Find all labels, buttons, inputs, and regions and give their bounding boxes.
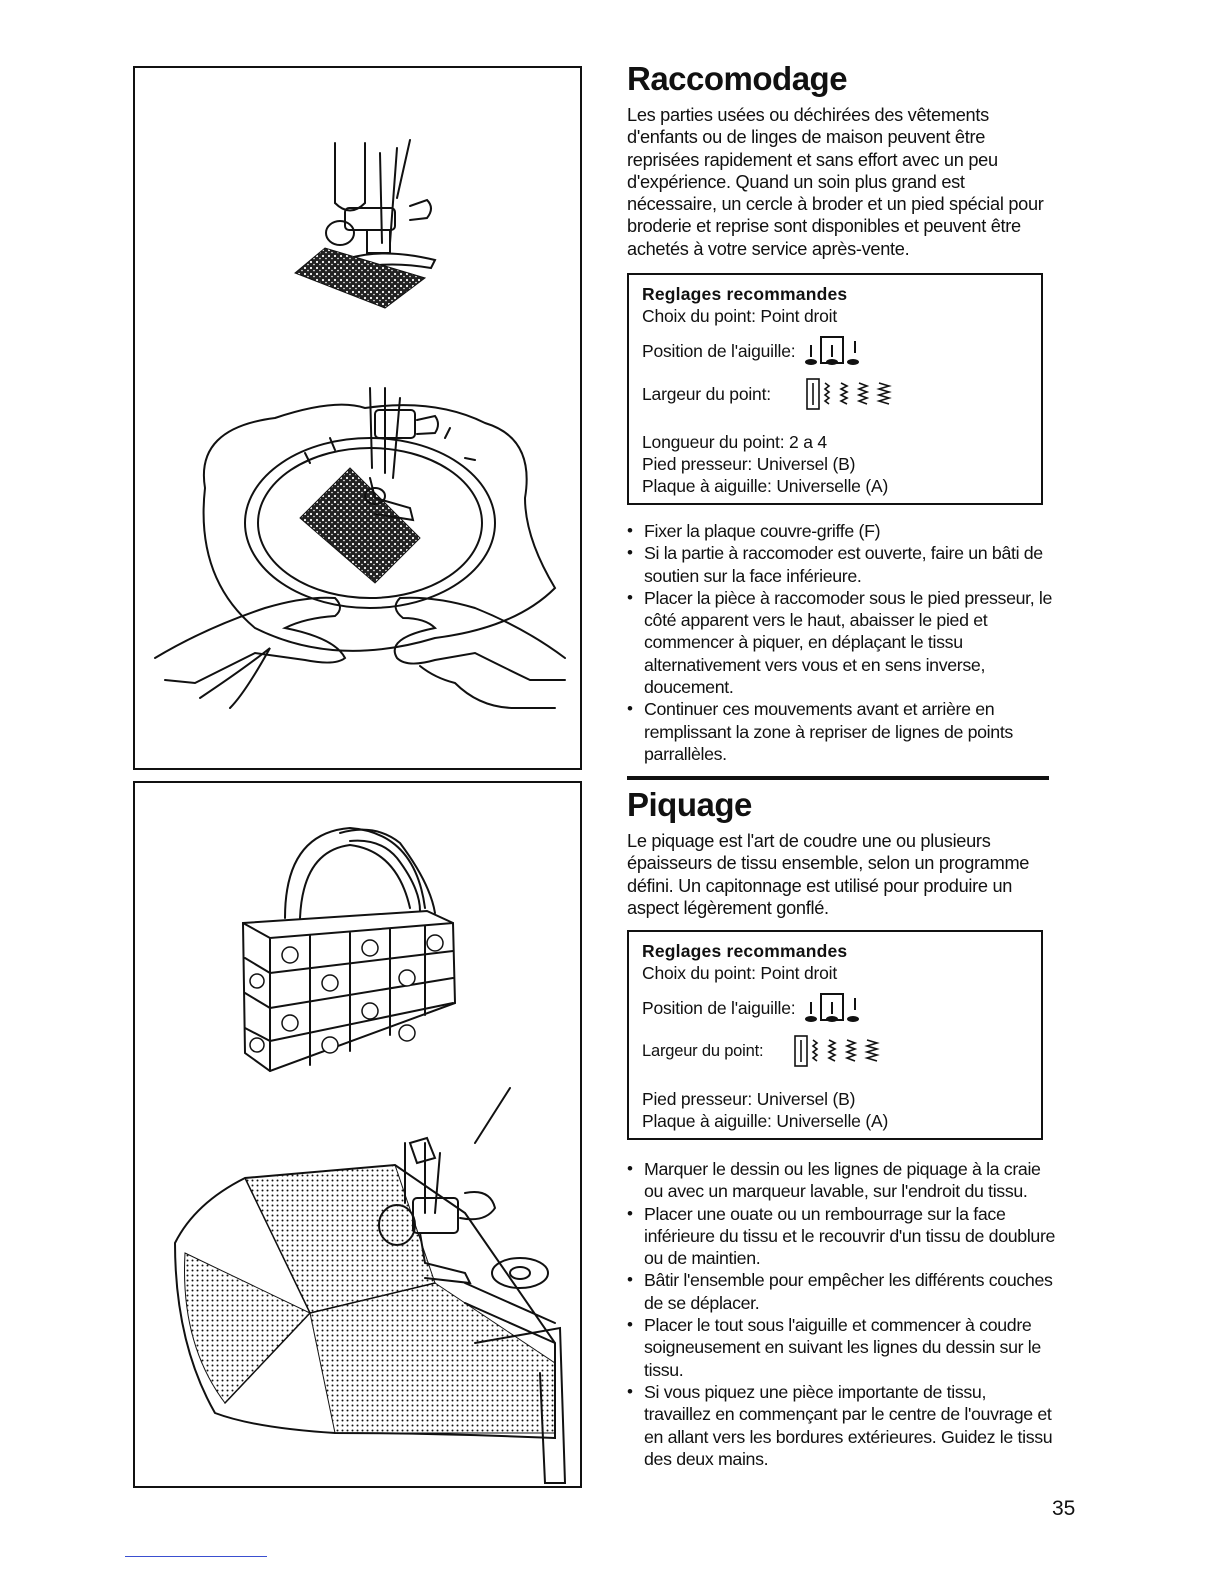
needle-plate: Plaque à aiguille: Universelle (A) bbox=[642, 1111, 889, 1131]
list-item: • Marquer le dessin ou les lignes de piquage à la craie ou avec un marqueur lavable, sur l'endroit du tissu. bbox=[627, 1158, 1057, 1203]
quilted-handbag-drawing bbox=[243, 828, 455, 1071]
list-item: • Placer la pièce à raccomoder sous le pied presseur, le côté apparent vers le haut, abaisser le pied et commencer à piquer, en déplaçant le tissu alternativement vers vous et en sens inverse, doucement. bbox=[627, 587, 1057, 698]
list-item: • Si la partie à raccomoder est ouverte, faire un bâti de soutien sur la face inférieure. bbox=[627, 542, 1057, 587]
piquage-settings-box bbox=[627, 930, 1043, 1140]
piquage-bullet-list bbox=[627, 1158, 1057, 1470]
needle-position-row bbox=[642, 331, 1041, 371]
stitch-width-row bbox=[642, 1028, 1041, 1074]
needle-position-icon bbox=[801, 992, 865, 1024]
list-item: • Si vous piquez une pièce importante de tissu, travaillez en commençant par le centre de l'ouvrage et en allant vers les bordures extérieures. Guidez le tissu des deux mains. bbox=[627, 1381, 1057, 1470]
list-item: • Continuer ces mouvements avant et arrière en remplissant la zone à repriser de lignes de points parrallèles. bbox=[627, 698, 1057, 765]
settings-title: Reglages recommandes bbox=[642, 941, 848, 961]
list-item: • Placer une ouate ou un rembourrage sur la face inférieure du tissu et le recouvrir d'un tissu de doublure ou de maintien. bbox=[627, 1203, 1057, 1270]
presser-foot: Pied presseur: Universel (B) bbox=[642, 454, 856, 474]
needle-position-row bbox=[642, 988, 1041, 1028]
raccomodage-title: Raccomodage bbox=[627, 60, 848, 97]
needle-position-label: Position de l'aiguille: bbox=[642, 340, 796, 361]
piquage-section bbox=[627, 786, 1057, 919]
piquage-intro: Le piquage est l'art de coudre une ou plusieurs épaisseurs de tissu ensemble, selon un programme défini. Un capitonnage est utilisé pour produire un aspect légèrement gonflé. bbox=[627, 831, 1030, 918]
quilting-illustration bbox=[135, 783, 580, 1486]
hoop-darned-area bbox=[300, 468, 420, 583]
stitch-width-row bbox=[642, 371, 1041, 417]
needle-position-icon bbox=[801, 335, 865, 367]
raccomodage-bullet-list bbox=[627, 520, 1057, 765]
raccomodage-intro: Les parties usées ou déchirées des vêtements d'enfants ou de linges de maison peuvent être reprisées rapidement et sans effort avec un peu d'expérience. Quand un soin plus grand est nécessaire, un cercle à broder et un pied spécial pour broderie et reprise sont disponibles et peuvent être achetés à votre service après-vente. bbox=[627, 105, 1044, 259]
settings-title: Reglages recommandes bbox=[642, 284, 848, 304]
list-item: • Placer le tout sous l'aiguille et commencer à coudre soigneusement en suivant les lignes du dessin sur le tissu. bbox=[627, 1314, 1057, 1381]
stitch-choice: Choix du point: Point droit bbox=[642, 306, 837, 326]
darned-patch bbox=[295, 248, 425, 308]
needle-position-label: Position de l'aiguille: bbox=[642, 997, 796, 1018]
presser-foot: Pied presseur: Universel (B) bbox=[642, 1089, 856, 1109]
raccomodage-settings-box bbox=[627, 273, 1043, 505]
darning-illustration-panel bbox=[133, 66, 582, 770]
stitch-width-icon bbox=[805, 377, 905, 411]
raccomodage-section bbox=[627, 60, 1057, 260]
needle-plate: Plaque à aiguille: Universelle (A) bbox=[642, 476, 889, 496]
stitch-width-icon bbox=[793, 1034, 893, 1068]
stitch-width-label: Largeur du point: bbox=[642, 383, 771, 404]
stitch-length: Longueur du point: 2 a 4 bbox=[642, 432, 827, 452]
stitch-width-label: Largeur du point: bbox=[642, 1041, 764, 1060]
section-divider bbox=[627, 776, 1049, 780]
footer-rule bbox=[125, 1556, 267, 1557]
page-number: 35 bbox=[1052, 1497, 1076, 1520]
list-item: • Bâtir l'ensemble pour empêcher les différents couches de se déplacer. bbox=[627, 1269, 1057, 1314]
list-item: • Fixer la plaque couvre-griffe (F) bbox=[627, 520, 1057, 542]
darning-illustration bbox=[135, 68, 580, 768]
stitch-choice: Choix du point: Point droit bbox=[642, 963, 837, 983]
quilting-illustration-panel bbox=[133, 781, 582, 1488]
piquage-title: Piquage bbox=[627, 786, 752, 823]
presser-foot-drawing bbox=[326, 140, 435, 270]
